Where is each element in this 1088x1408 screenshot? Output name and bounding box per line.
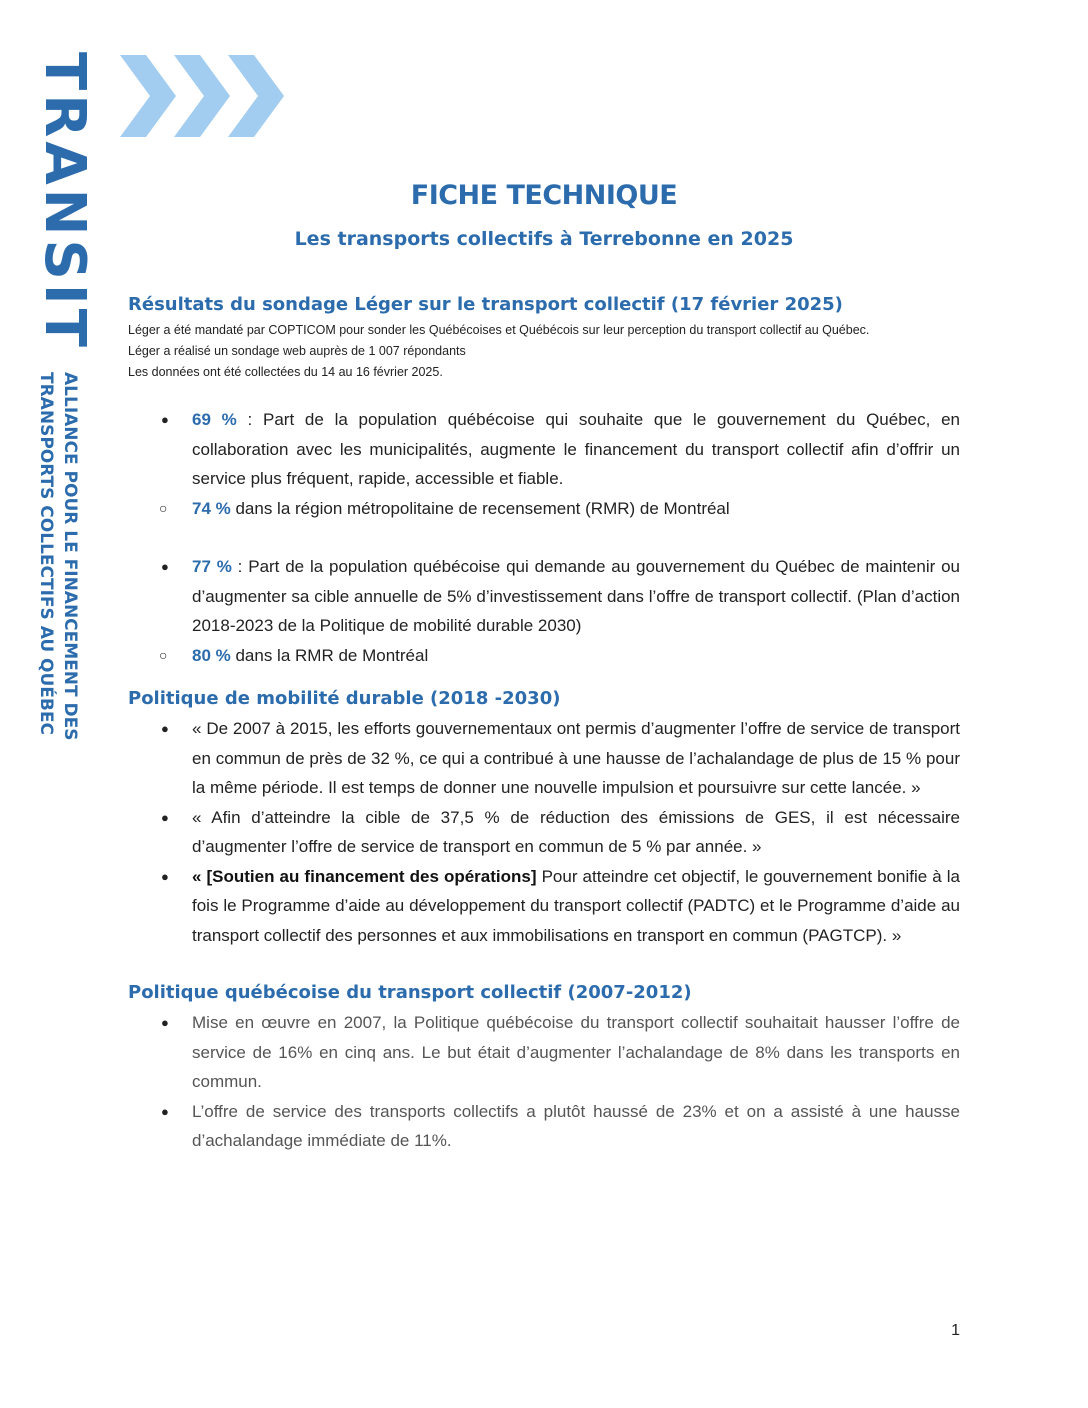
sondage-list [128, 405, 960, 494]
politique-list [128, 1008, 960, 1156]
mobilite-list [128, 714, 960, 950]
intro-line: Les données ont été collectées du 14 au 16 février 2025. [128, 365, 443, 379]
intro-line: Léger a été mandaté par COPTICOM pour sonder les Québécoises et Québécois sur leur perception du transport collectif au Québec. [128, 323, 870, 337]
stat-text: : Part de la population québécoise qui souhaite que le gouvernement du Québec, en collaboration avec les municipalités, augmente le financement du transport collectif afin d’offrir un service plus fréquent, rapide, accessible et fiable. [192, 410, 961, 488]
page-subtitle: Les transports collectifs à Terrebonne en 2025 [294, 228, 794, 250]
list-item-text: Pour atteindre cet objectif, le gouvernement bonifie à la fois le Programme d’aide au développement du transport collectif (PADTC) et le Programme d’aide au transport collectif des personnes et aux immobilisations en transport en commun (PAGTCP). » [192, 866, 960, 945]
list-item: ● Mise en œuvre en 2007, la Politique québécoise du transport collectif souhaitait hausser l’offre de service de 16% en cinq ans. Le but était d’augmenter l’achalandage de 8% dans les transports en commun. [128, 1008, 960, 1097]
bracket-label: « [Soutien au financement des opérations] [192, 866, 537, 886]
brand-tagline [34, 372, 82, 741]
section-heading-sondage: Résultats du sondage Léger sur le transport collectif (17 février 2025) [128, 294, 843, 315]
list-item [128, 552, 960, 641]
list-item: ● « De 2007 à 2015, les efforts gouvernementaux ont permis d’augmenter l’offre de service de transport en commun de près de 32 %, ce qui a contribué à une hausse de l’achalandage de plus de 15 % pour la même période. Il est temps de donner une nouvelle impulsion et poursuivre sur cette lancée. » [128, 714, 960, 803]
stat-percent: 74 % [192, 498, 231, 518]
section-heading-politique: Politique québécoise du transport collectif (2007-2012) [128, 982, 692, 1003]
stat-text: dans la RMR de Montréal [230, 645, 429, 665]
chevrons-icon [120, 55, 285, 137]
sondage-intro [128, 320, 960, 383]
section-mobilite [128, 686, 960, 950]
sub-list-item [128, 494, 960, 524]
section-heading-mobilite: Politique de mobilité durable (2018 -2030) [128, 688, 561, 709]
stat-percent: 80 % [192, 645, 231, 665]
stat-text: dans la région métropolitaine de recensement (RMR) de Montréal [230, 498, 730, 518]
stat-percent: 69 % [192, 410, 237, 429]
stat-percent: 77 % [192, 557, 232, 576]
document-body [128, 292, 960, 1156]
brand-tagline-line2: TRANSPORTS COLLECTIFS AU QUÉBEC [36, 372, 56, 735]
sondage-list [128, 552, 960, 641]
brand-wordmark: TRANSIT [32, 52, 97, 351]
sub-list-item [128, 641, 960, 671]
list-item: ● « Afin d’atteindre la cible de 37,5 % de réduction des émissions de GES, il est nécessaire d’augmenter l’offre de service de transport en commun de 5 % par année. » [128, 803, 960, 862]
intro-line: Léger a réalisé un sondage web auprès de 1 007 répondants [128, 344, 466, 358]
page-title: FICHE TECHNIQUE [410, 180, 678, 211]
sondage-sublist [128, 494, 960, 524]
section-sondage [128, 292, 960, 670]
list-item [128, 862, 960, 951]
stat-text: : Part de la population québécoise qui demande au gouvernement du Québec de maintenir ou d’augmenter sa cible annuelle de 5% d’investissement dans l’offre de transport collectif. (Plan d’action 2018-2023 de la Politique de mobilité durable 2030) [192, 557, 960, 635]
sondage-sublist [128, 641, 960, 671]
section-politique [128, 980, 960, 1156]
list-item: ● L’offre de service des transports collectifs a plutôt haussé de 23% et on a assisté à une hausse d’achalandage immédiate de 11%. [128, 1097, 960, 1156]
page-number: 1 [951, 1322, 960, 1339]
brand-tagline-line1: ALLIANCE POUR LE FINANCEMENT DES [60, 372, 80, 741]
list-item [128, 405, 960, 494]
